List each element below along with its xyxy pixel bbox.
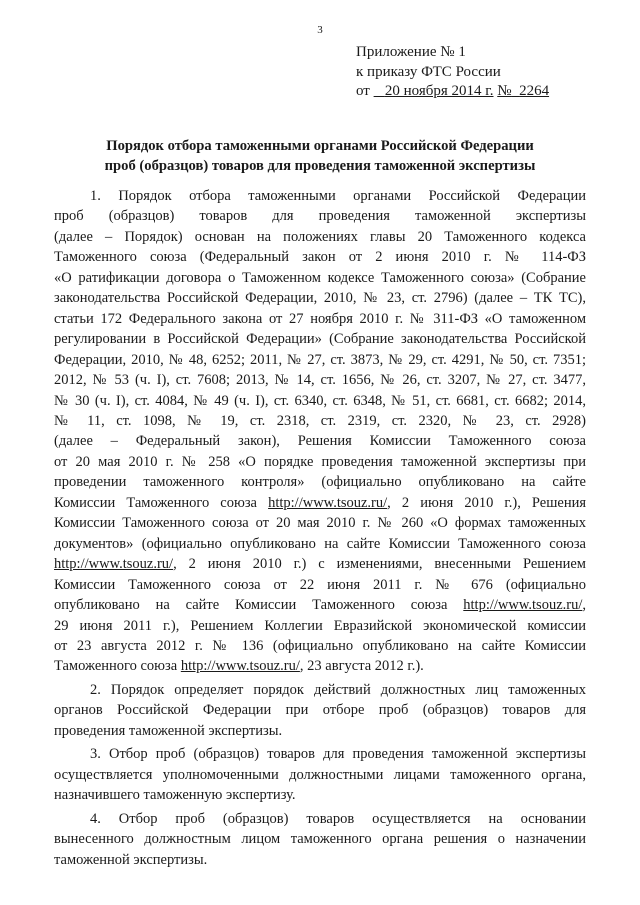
- paragraph-1: [54, 186, 586, 677]
- text-line: 2. Порядок определяет порядок действий должностных лиц таможенных: [90, 681, 586, 698]
- text-line: документов» (официально опубликовано на сайте Комиссии Таможенного союза: [54, 535, 586, 552]
- text-line: законодательства Российской Федерации, 2010, № 23, ст. 2796) (далее – ТК ТС),: [54, 290, 586, 307]
- text-line: таможенной экспертизы.: [54, 851, 208, 868]
- document-title: [40, 136, 600, 176]
- text-line: http://www.tsouz.ru/, 2 июня 2010 г.) с изменениями, внесенными Решением: [54, 556, 586, 573]
- text-line: 2012, № 53 (ч. I), ст. 7608; 2013, № 14, ст. 1656, № 26, ст. 3207, № 27, ст. 3477,: [54, 372, 586, 389]
- text-line: № 30 (ч. I), ст. 4084, № 49 (ч. I), ст. 6340, ст. 6348, № 51, ст. 6681, ст. 6682; 2014,: [54, 392, 586, 409]
- appendix-from-prefix: от: [356, 83, 370, 99]
- text-line: от 20 мая 2010 г. № 258 «О порядке проведения таможенной экспертизы при: [54, 453, 586, 470]
- text-line: Таможенного союза http://www.tsouz.ru/, 23 августа 2012 г.).: [54, 658, 424, 675]
- text-line: «О ратификации договора о Таможенном кодексе Таможенного союза» (Собрание: [54, 269, 586, 286]
- appendix-order-ref: к приказу ФТС России: [356, 63, 501, 80]
- text-line: Таможенного союза (Федеральный закон от 2 июня 2010 г. № 114-ФЗ: [54, 249, 586, 266]
- text-line: 3. Отбор проб (образцов) товаров для проведения таможенной экспертизы: [90, 746, 586, 763]
- text-line: Комиссии Таможенного союза от 22 июня 2011 г. № 676 (официально: [54, 576, 586, 593]
- text-line: 1. Порядок отбора таможенными органами Российской Федерации: [90, 188, 586, 204]
- text-line: опубликовано на сайте Комиссии Таможенного союза http://www.tsouz.ru/,: [54, 597, 586, 614]
- text-line: проведения таможенной экспертизы.: [54, 722, 283, 739]
- page-number: 3: [317, 24, 323, 36]
- document-title-line-2: проб (образцов) товаров для проведения таможенной экспертизы: [104, 158, 536, 174]
- text-line: от 23 августа 2012 г. № 136 (официально опубликовано на сайте Комиссии: [54, 637, 586, 654]
- tsouz-link[interactable]: http://www.tsouz.ru/: [54, 556, 174, 573]
- text-line: 4. Отбор проб (образцов) товаров осуществляется на основании: [90, 810, 586, 827]
- text-line: (далее – Федеральный закон), Решения Комиссии Таможенного союза: [54, 433, 586, 450]
- appendix-header: [356, 43, 549, 102]
- text-line: органов Российской Федерации при отборе проб (образцов) товаров для: [54, 702, 586, 719]
- paragraph-2: [54, 680, 586, 741]
- text-line: проведении таможенного контроля» (официально опубликовано на сайте: [54, 474, 586, 491]
- text-line: регулировании в Российской Федерации» (Собрание законодательства Российской: [54, 331, 586, 348]
- document-title-line-1: Порядок отбора таможенными органами Российской Федерации: [106, 138, 534, 154]
- appendix-title: Приложение № 1: [356, 44, 466, 60]
- text-line: осуществляется уполномоченными должностными лицами таможенного органа,: [54, 766, 586, 783]
- text-line: 29 июня 2011 г.), Решением Коллегии Евразийской экономической комиссии: [54, 617, 586, 634]
- text-line: статьи 172 Федерального закона от 27 ноября 2010 г. № 311-ФЗ «О таможенном: [54, 310, 586, 327]
- text-line: вынесенного должностным лицом таможенного органа решения о назначении: [54, 831, 586, 848]
- text-line: Комиссии Таможенного союза http://www.tsouz.ru/, 2 июня 2010 г.), Решения: [54, 494, 587, 511]
- text-line: назначившего таможенную экспертизу.: [54, 787, 296, 804]
- appendix-date-number: [356, 82, 549, 102]
- text-line: проб (образцов) товаров для проведения таможенной экспертизы: [54, 208, 586, 225]
- tsouz-link[interactable]: http://www.tsouz.ru/: [180, 658, 300, 675]
- document-body: [54, 186, 586, 873]
- tsouz-link[interactable]: http://www.tsouz.ru/: [463, 597, 583, 614]
- paragraph-4: [54, 809, 586, 870]
- appendix-number: № 2264: [497, 83, 550, 99]
- text-line: Федерации, 2010, № 48, 6252; 2011, № 27, ст. 3873, № 29, ст. 4291, № 50, ст. 7351;: [54, 351, 586, 368]
- tsouz-link[interactable]: http://www.tsouz.ru/: [268, 494, 388, 511]
- text-line: (далее – Порядок) основан на положениях главы 20 Таможенного кодекса: [54, 228, 586, 245]
- appendix-date: 20 ноября 2014 г.: [384, 83, 494, 99]
- text-line: № 11, ст. 1098, № 19, ст. 2318, ст. 2319, ст. 2320, № 23, ст. 2928): [54, 412, 586, 429]
- text-line: Комиссии Таможенного союза от 20 мая 2010 г. № 260 «О формах таможенных: [54, 515, 586, 532]
- paragraph-3: [54, 744, 586, 805]
